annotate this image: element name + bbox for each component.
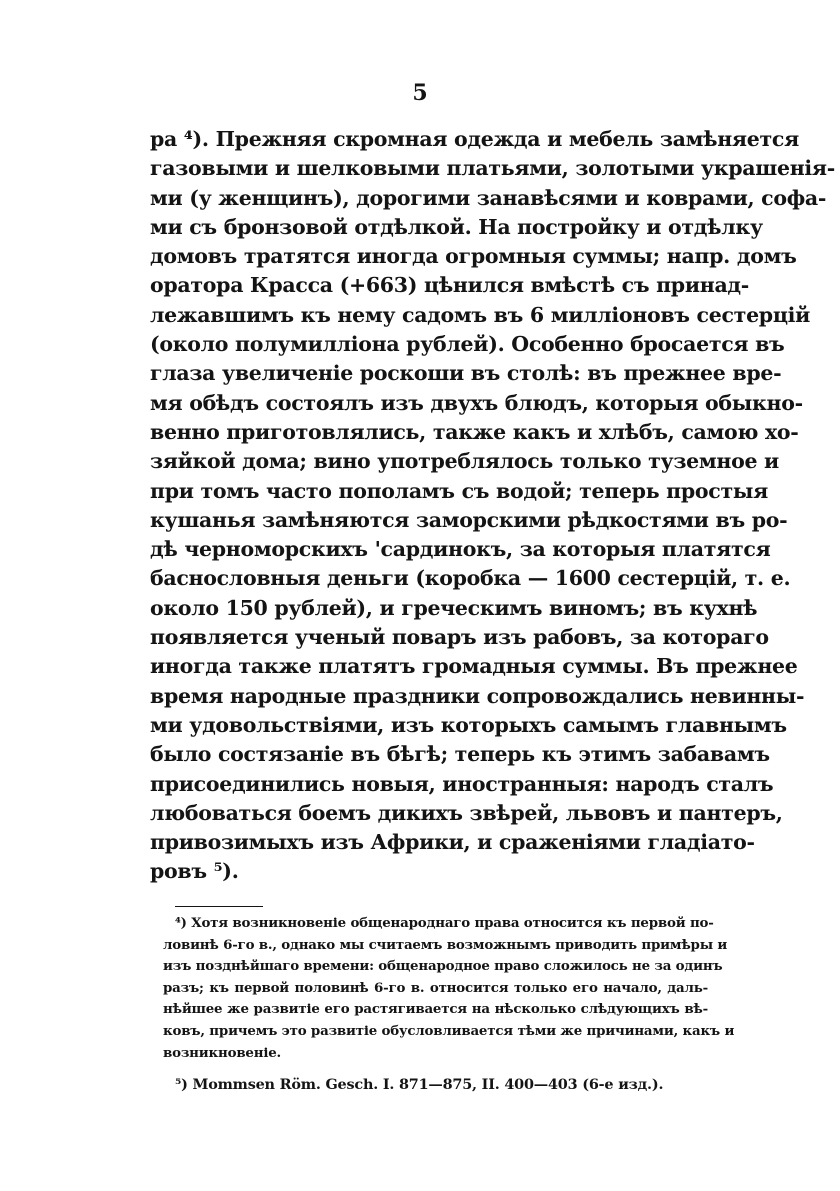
text-line: дѣ черноморскихъ 'сардинокъ, за которыя платятся	[150, 537, 771, 562]
text-line: ра ⁴). Прежняя скромная одежда и мебель замѣняется	[150, 127, 799, 151]
text-line: оратора Красса (+663) цѣнился вмѣстѣ съ принад-	[150, 273, 750, 298]
text-line: присоединились новыя, иностранныя: народъ сталъ	[150, 771, 774, 796]
footnote-line: ковъ, причемъ это развитіе обусловливается тѣми же причинами, какъ и	[163, 1022, 735, 1039]
footnote-separator	[175, 906, 263, 907]
text-line: ровъ ⁵).	[150, 859, 239, 884]
text-line: появляется ученый поваръ изъ рабовъ, за котораго	[150, 625, 769, 650]
text-line: ми (у женщинъ), дорогими занавѣсями и коврами, софа-	[150, 185, 827, 210]
text-line: лежавшимъ къ нему садомъ въ 6 милліоновъ сестерцій	[150, 302, 811, 327]
text-line: привозимыхъ изъ Африки, и сраженіями гладіато-	[150, 830, 755, 855]
text-line: зяйкой дома; вино употреблялось только туземное и	[150, 449, 779, 474]
text-line: мя обѣдъ состоялъ изъ двухъ блюдъ, которыя обыкно-	[150, 390, 803, 415]
footnote-line: возникновеніе.	[163, 1044, 282, 1061]
footnote-line: ⁴) Хотя возникновеніе общенароднаго права относится къ первой по-	[175, 915, 714, 931]
text-line: (около полумилліона рублей). Особенно бросается въ	[150, 332, 785, 357]
footnote-5: ⁵) Mommsen Röm. Gesch. I. 871—875, II. 400—403 (6-е изд.).	[175, 1076, 664, 1093]
text-line: глаза увеличеніе роскоши въ столѣ: въ прежнее вре-	[150, 361, 782, 386]
text-line: баснословныя деньги (коробка — 1600 сестерцій, т. е.	[150, 566, 791, 591]
text-line: время народные праздники сопровождались невинны-	[150, 683, 805, 708]
body-text	[150, 125, 835, 887]
text-line: было состязаніе въ бѣгѣ; теперь къ этимъ забавамъ	[150, 742, 770, 767]
footnote-line: изъ позднѣйшаго времени: общенародное право сложилось не за одинъ	[163, 958, 723, 975]
text-line: любоваться боемъ дикихъ звѣрей, львовъ и пантеръ,	[150, 800, 783, 825]
footnote-4	[163, 913, 735, 1064]
footnote-line: ловинѣ 6-го в., однако мы считаемъ возможнымъ приводить примѣры и	[163, 936, 728, 953]
text-line: венно приготовлялись, также какъ и хлѣбъ, самою хо-	[150, 419, 799, 444]
text-line: кушанья замѣняются заморскими рѣдкостями въ ро-	[150, 507, 788, 532]
text-line: при томъ часто пополамъ съ водой; теперь простыя	[150, 478, 768, 503]
text-line: около 150 рублей), и греческимъ виномъ; въ кухнѣ	[150, 595, 758, 620]
text-line: иногда также платятъ громадныя суммы. Въ прежнее	[150, 654, 798, 679]
text-line: газовыми и шелковыми платьями, золотыми украшенія-	[150, 156, 835, 181]
page-number: 5	[412, 80, 428, 106]
text-line: домовъ тратятся иногда огромныя суммы; напр. домъ	[150, 244, 797, 269]
footnote-line: разъ; къ первой половинѣ 6-го в. относится только его начало, даль-	[163, 979, 708, 996]
text-line: ми съ бронзовой отдѣлкой. На постройку и отдѣлку	[150, 214, 763, 239]
text-line: ми удовольствіями, изъ которыхъ самымъ главнымъ	[150, 712, 787, 737]
footnote-line: нѣйшее же развитіе его растягивается на нѣсколько слѣдующихъ вѣ-	[163, 1001, 708, 1018]
